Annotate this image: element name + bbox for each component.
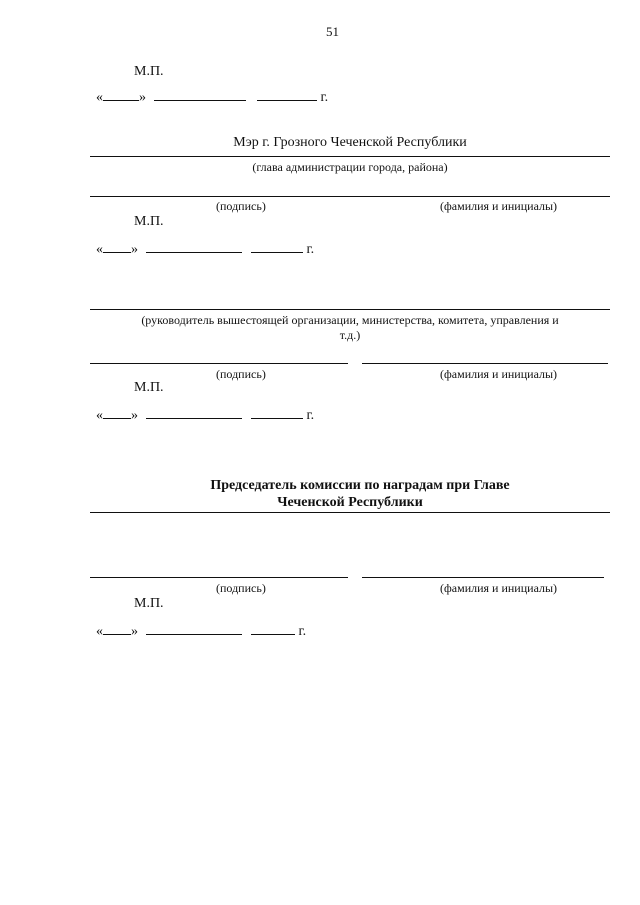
year-blank: [251, 406, 303, 419]
stamp-label: М.П.: [134, 214, 164, 229]
block3-name-caption: (фамилия и инициалы): [440, 581, 558, 595]
close-quote: »: [139, 90, 146, 105]
block2-caption-line1: (руководитель вышестоящей организации, министерства, комитета, управления и: [141, 313, 559, 327]
open-quote: «: [96, 90, 103, 105]
block1-title-underline: [90, 156, 610, 157]
close-quote: »: [131, 624, 138, 639]
month-blank: [146, 406, 242, 419]
block1-title: Мэр г. Грозного Чеченской Республики: [233, 135, 467, 150]
date-line: [96, 240, 314, 258]
date-line: [96, 406, 314, 424]
block3-signature-caption: (подпись): [216, 581, 266, 595]
page-number: 51: [326, 24, 339, 39]
year-blank: [251, 622, 295, 635]
block2-signature-caption: (подпись): [216, 367, 266, 381]
year-suffix: г.: [306, 242, 315, 257]
open-quote: «: [96, 408, 103, 423]
date-line: [96, 622, 306, 640]
block3-title-line2: Чеченской Республики: [277, 495, 423, 510]
date-line: [96, 88, 328, 106]
day-blank: [103, 88, 139, 101]
block3-title-underline: [90, 512, 610, 513]
month-blank: [146, 622, 242, 635]
block1-signature-line: [90, 196, 610, 197]
open-quote: «: [96, 624, 103, 639]
stamp-label: М.П.: [134, 64, 164, 79]
block3-signature-line: [90, 577, 348, 578]
block2-name-caption: (фамилия и инициалы): [440, 367, 558, 381]
day-blank: [103, 240, 131, 253]
month-blank: [146, 240, 242, 253]
block2-signature-line: [90, 363, 348, 364]
block3-title-line1: Председатель комиссии по наградам при Главе: [210, 478, 510, 493]
stamp-label: М.П.: [134, 380, 164, 395]
block2-name-line: [362, 363, 608, 364]
year-blank: [257, 88, 317, 101]
open-quote: «: [96, 242, 103, 257]
stamp-label: М.П.: [134, 596, 164, 611]
close-quote: »: [131, 242, 138, 257]
block1-subtitle: (глава администрации города, района): [252, 160, 448, 174]
block2-title-line: [90, 309, 610, 310]
year-suffix: г.: [320, 90, 329, 105]
block1-name-caption: (фамилия и инициалы): [440, 199, 558, 213]
year-suffix: г.: [298, 624, 307, 639]
block2-caption-line2: т.д.): [339, 328, 361, 342]
day-blank: [103, 406, 131, 419]
year-suffix: г.: [306, 408, 315, 423]
year-blank: [251, 240, 303, 253]
close-quote: »: [131, 408, 138, 423]
month-blank: [154, 88, 246, 101]
block1-signature-caption: (подпись): [216, 199, 266, 213]
day-blank: [103, 622, 131, 635]
block3-name-line: [362, 577, 604, 578]
